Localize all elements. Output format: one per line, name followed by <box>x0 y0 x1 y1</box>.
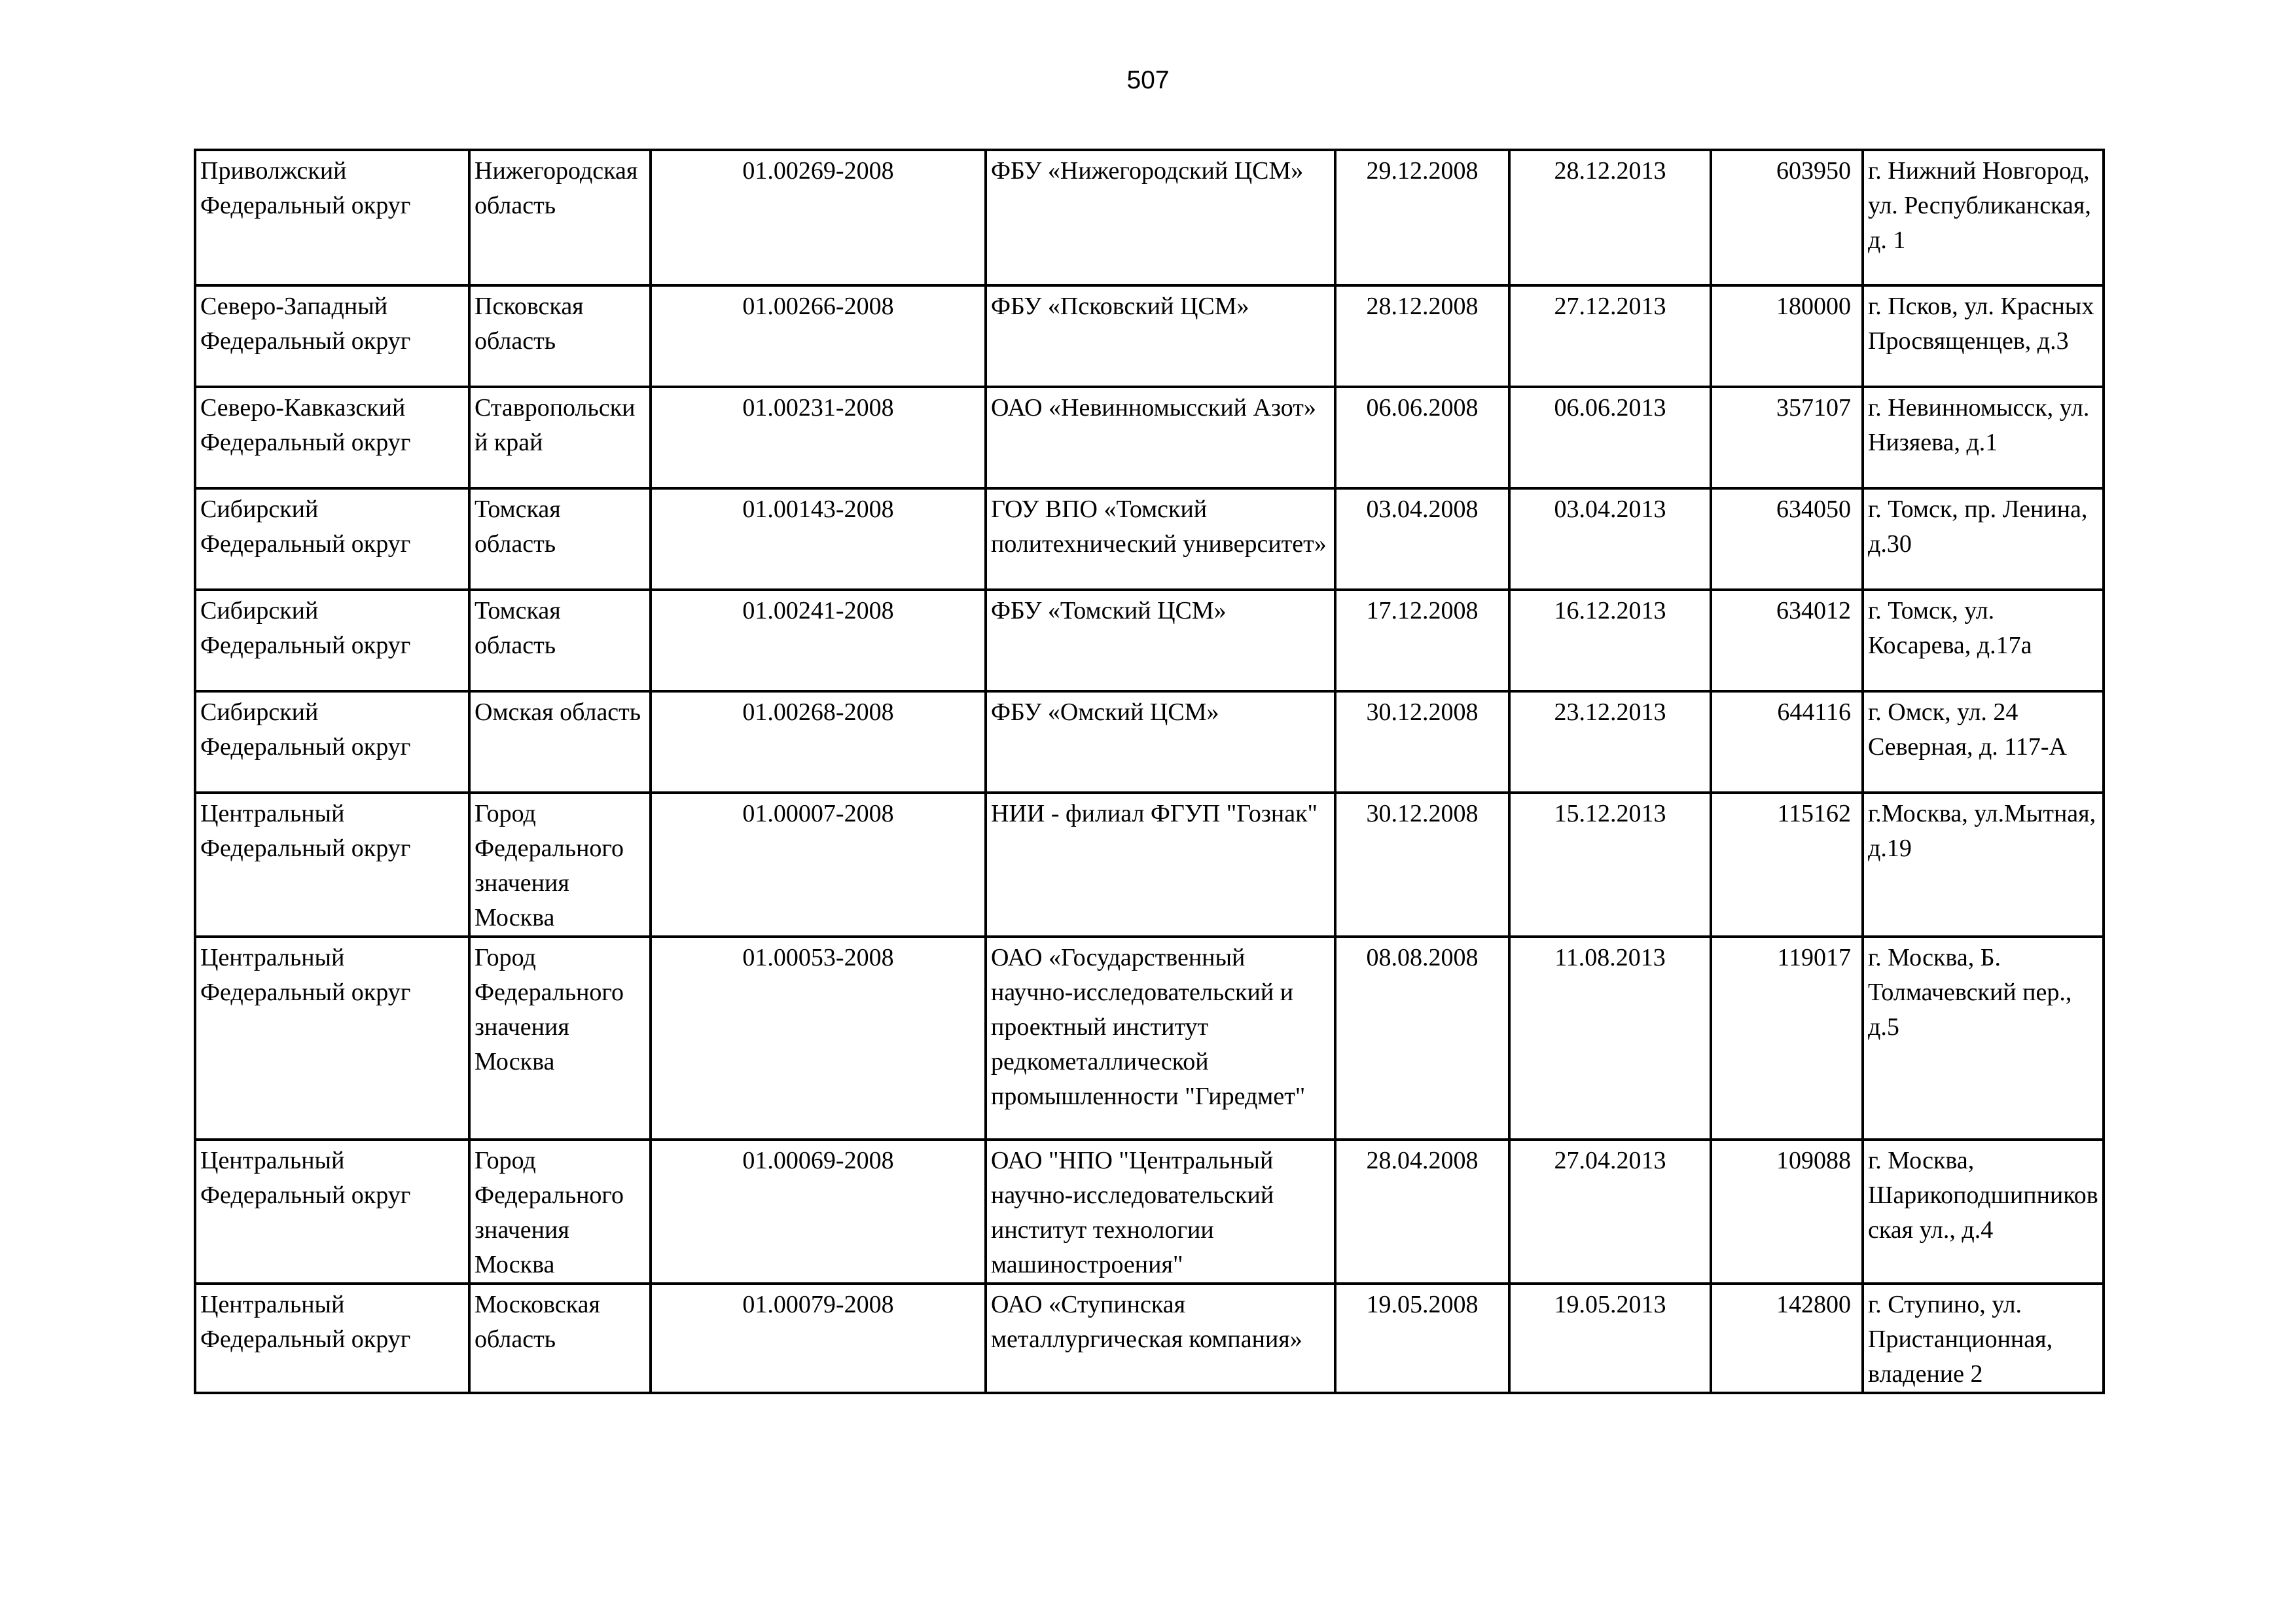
date-to-cell: 15.12.2013 <box>1509 793 1711 937</box>
number-cell: 01.00143-2008 <box>651 488 986 590</box>
postcode-cell: 180000 <box>1711 285 1863 387</box>
number-cell: 01.00268-2008 <box>651 691 986 793</box>
district-cell: Северо-Западный Федеральный округ <box>195 285 469 387</box>
date-to-cell: 03.04.2013 <box>1509 488 1711 590</box>
date-to-cell: 28.12.2013 <box>1509 150 1711 285</box>
date-to-cell: 06.06.2013 <box>1509 387 1711 488</box>
date-to-cell: 27.12.2013 <box>1509 285 1711 387</box>
region-cell: Томская область <box>469 488 651 590</box>
table-row <box>195 590 2104 691</box>
region-cell: Город Федерального значения Москва <box>469 793 651 937</box>
district-cell: Центральный Федеральный округ <box>195 1140 469 1284</box>
date-to-cell: 23.12.2013 <box>1509 691 1711 793</box>
address-cell: г. Москва, Б. Толмачевский пер., д.5 <box>1863 937 2104 1140</box>
page-number: 507 <box>1126 66 1170 94</box>
region-cell: Город Федерального значения Москва <box>469 1140 651 1284</box>
district-cell: Центральный Федеральный округ <box>195 1284 469 1393</box>
table-row <box>195 387 2104 488</box>
date-from-cell: 08.08.2008 <box>1335 937 1509 1140</box>
postcode-cell: 115162 <box>1711 793 1863 937</box>
district-cell: Сибирский Федеральный округ <box>195 691 469 793</box>
date-from-cell: 30.12.2008 <box>1335 793 1509 937</box>
date-to-cell: 19.05.2013 <box>1509 1284 1711 1393</box>
region-cell: Псковская область <box>469 285 651 387</box>
table-row <box>195 285 2104 387</box>
postcode-cell: 119017 <box>1711 937 1863 1140</box>
district-cell: Северо-Кавказский Федеральный округ <box>195 387 469 488</box>
number-cell: 01.00231-2008 <box>651 387 986 488</box>
table-row <box>195 150 2104 285</box>
number-cell: 01.00269-2008 <box>651 150 986 285</box>
postcode-cell: 644116 <box>1711 691 1863 793</box>
table-row <box>195 1284 2104 1393</box>
number-cell: 01.00079-2008 <box>651 1284 986 1393</box>
region-cell: Город Федерального значения Москва <box>469 937 651 1140</box>
registry-table <box>194 149 2105 1394</box>
date-from-cell: 30.12.2008 <box>1335 691 1509 793</box>
number-cell: 01.00007-2008 <box>651 793 986 937</box>
organization-cell: ОАО «Государственный научно-исследовательский и проектный институт редкометаллической промышленности "Гиредмет" <box>986 937 1335 1140</box>
address-cell: г. Томск, пр. Ленина, д.30 <box>1863 488 2104 590</box>
address-cell: г. Москва, Шарикоподшипниковская ул., д.4 <box>1863 1140 2104 1284</box>
postcode-cell: 142800 <box>1711 1284 1863 1393</box>
table-row <box>195 691 2104 793</box>
organization-cell: ФБУ «Омский ЦСМ» <box>986 691 1335 793</box>
address-cell: г. Псков, ул. Красных Просвященцев, д.3 <box>1863 285 2104 387</box>
organization-cell: ФБУ «Псковский ЦСМ» <box>986 285 1335 387</box>
date-from-cell: 28.04.2008 <box>1335 1140 1509 1284</box>
address-cell: г.Москва, ул.Мытная, д.19 <box>1863 793 2104 937</box>
address-cell: г. Ступино, ул. Пристанционная, владение 2 <box>1863 1284 2104 1393</box>
date-from-cell: 29.12.2008 <box>1335 150 1509 285</box>
address-cell: г. Невинномысск, ул. Низяева, д.1 <box>1863 387 2104 488</box>
number-cell: 01.00069-2008 <box>651 1140 986 1284</box>
table-row <box>195 488 2104 590</box>
district-cell: Сибирский Федеральный округ <box>195 590 469 691</box>
organization-cell: НИИ - филиал ФГУП "Гознак" <box>986 793 1335 937</box>
date-from-cell: 17.12.2008 <box>1335 590 1509 691</box>
region-cell: Нижегородская область <box>469 150 651 285</box>
date-from-cell: 03.04.2008 <box>1335 488 1509 590</box>
region-cell: Ставропольский край <box>469 387 651 488</box>
number-cell: 01.00266-2008 <box>651 285 986 387</box>
table-row <box>195 937 2104 1140</box>
date-to-cell: 11.08.2013 <box>1509 937 1711 1140</box>
number-cell: 01.00241-2008 <box>651 590 986 691</box>
postcode-cell: 634012 <box>1711 590 1863 691</box>
organization-cell: ФБУ «Нижегородский ЦСМ» <box>986 150 1335 285</box>
date-to-cell: 16.12.2013 <box>1509 590 1711 691</box>
number-cell: 01.00053-2008 <box>651 937 986 1140</box>
address-cell: г. Томск, ул. Косарева, д.17а <box>1863 590 2104 691</box>
organization-cell: ОАО «Ступинская металлургическая компания» <box>986 1284 1335 1393</box>
address-cell: г. Нижний Новгород, ул. Республиканская, д. 1 <box>1863 150 2104 285</box>
district-cell: Центральный Федеральный округ <box>195 937 469 1140</box>
postcode-cell: 634050 <box>1711 488 1863 590</box>
postcode-cell: 603950 <box>1711 150 1863 285</box>
date-from-cell: 28.12.2008 <box>1335 285 1509 387</box>
date-from-cell: 19.05.2008 <box>1335 1284 1509 1393</box>
organization-cell: ОАО «Невинномысский Азот» <box>986 387 1335 488</box>
district-cell: Приволжский Федеральный округ <box>195 150 469 285</box>
table-row <box>195 793 2104 937</box>
organization-cell: ГОУ ВПО «Томский политехнический университет» <box>986 488 1335 590</box>
organization-cell: ФБУ «Томский ЦСМ» <box>986 590 1335 691</box>
table-row <box>195 1140 2104 1284</box>
district-cell: Сибирский Федеральный округ <box>195 488 469 590</box>
region-cell: Московская область <box>469 1284 651 1393</box>
organization-cell: ОАО "НПО "Центральный научно-исследовательский институт технологии машиностроения" <box>986 1140 1335 1284</box>
address-cell: г. Омск, ул. 24 Северная, д. 117-А <box>1863 691 2104 793</box>
postcode-cell: 357107 <box>1711 387 1863 488</box>
date-to-cell: 27.04.2013 <box>1509 1140 1711 1284</box>
district-cell: Центральный Федеральный округ <box>195 793 469 937</box>
region-cell: Томская область <box>469 590 651 691</box>
date-from-cell: 06.06.2008 <box>1335 387 1509 488</box>
postcode-cell: 109088 <box>1711 1140 1863 1284</box>
region-cell: Омская область <box>469 691 651 793</box>
